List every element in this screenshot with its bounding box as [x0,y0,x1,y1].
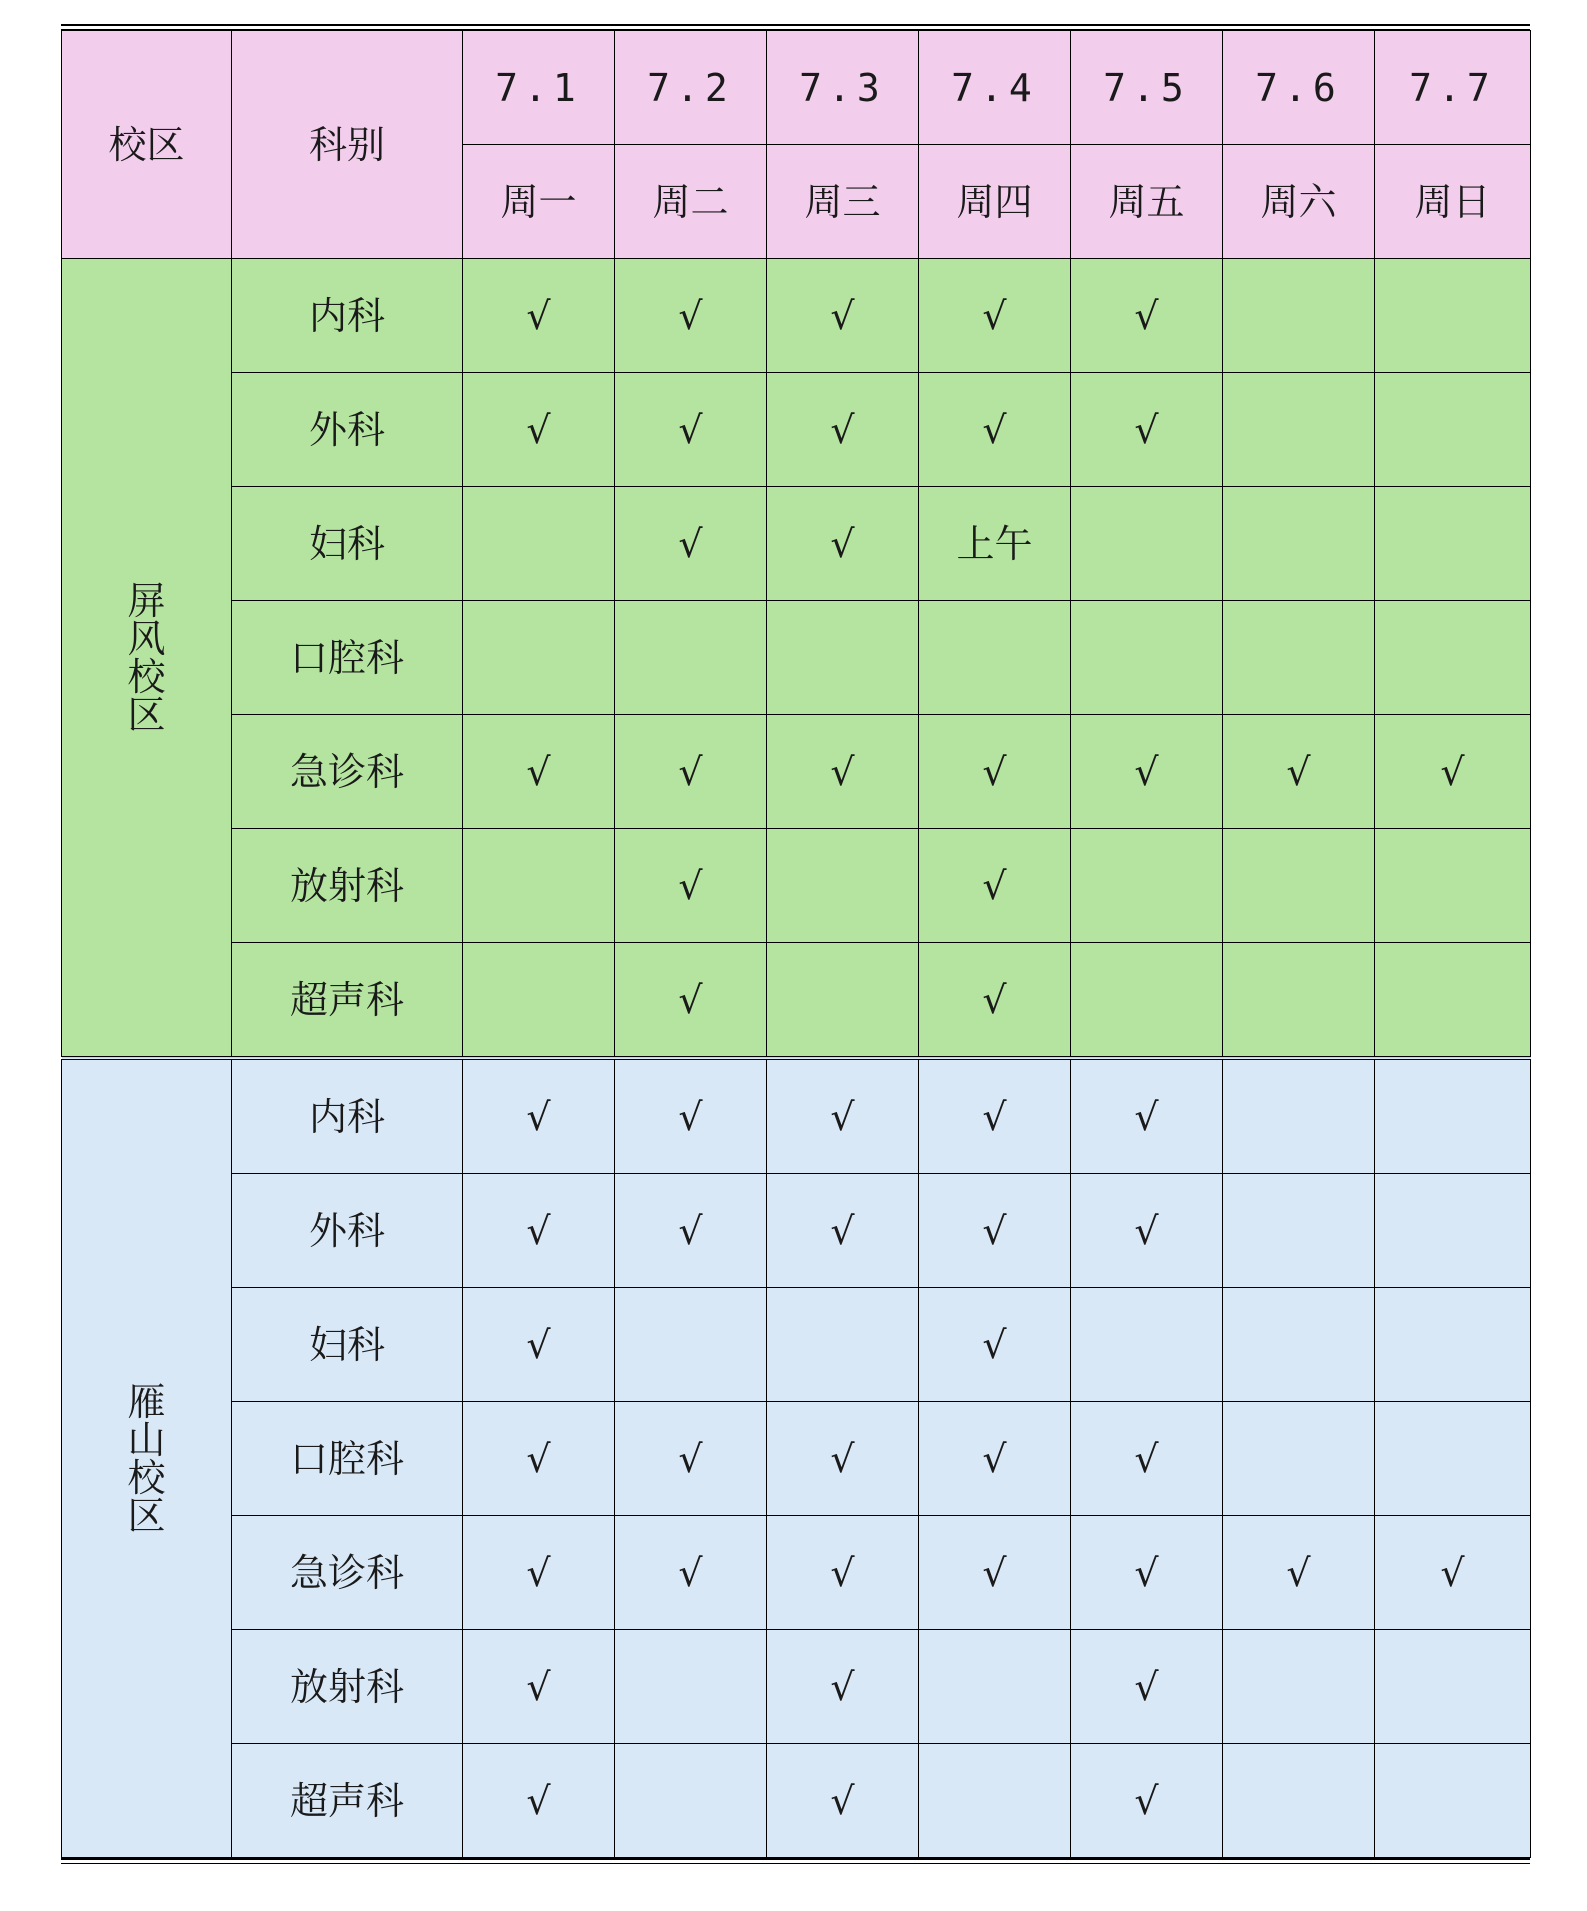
department-name: 内科 [232,1058,463,1174]
schedule-cell: √ [615,1058,767,1174]
schedule-cell: √ [463,715,615,829]
schedule-cell [1223,943,1375,1059]
schedule-cell: √ [1071,259,1223,373]
date-header: 7.2 [615,31,767,145]
schedule-cell: √ [463,1288,615,1402]
date-header: 7.6 [1223,31,1375,145]
schedule-cell: √ [463,1174,615,1288]
schedule-cell [1223,373,1375,487]
schedule-cell [767,829,919,943]
schedule-cell [1223,1174,1375,1288]
table-row [62,601,1531,715]
table-row [62,1174,1531,1288]
schedule-cell: √ [919,373,1071,487]
schedule-cell: √ [1375,1516,1531,1630]
schedule-cell: √ [1223,715,1375,829]
campus-name: 屏风校区 [127,578,166,737]
table-row [62,1402,1531,1516]
schedule-cell: √ [919,1058,1071,1174]
schedule-cell: √ [1071,715,1223,829]
schedule-cell: √ [1071,1402,1223,1516]
schedule-cell [1223,601,1375,715]
schedule-cell [767,1288,919,1402]
schedule-cell: √ [615,1516,767,1630]
schedule-cell: √ [1071,1744,1223,1858]
bottom-rule-inner [61,1863,1530,1865]
table-row [62,259,1531,373]
schedule-cell: 上午 [919,487,1071,601]
schedule-cell [1223,829,1375,943]
department-name: 妇科 [232,1288,463,1402]
department-name: 口腔科 [232,1402,463,1516]
schedule-cell [1375,1402,1531,1516]
schedule-cell: √ [615,373,767,487]
schedule-cell: √ [615,1402,767,1516]
schedule-cell: √ [1071,1630,1223,1744]
schedule-cell: √ [767,1744,919,1858]
schedule-body [62,31,1531,1858]
schedule-cell: √ [767,1058,919,1174]
department-name: 超声科 [232,943,463,1059]
schedule-cell: √ [463,1058,615,1174]
schedule-cell [1071,487,1223,601]
schedule-cell: √ [615,259,767,373]
schedule-cell: √ [615,487,767,601]
schedule-cell [615,1630,767,1744]
schedule-cell: √ [615,829,767,943]
schedule-cell [615,1288,767,1402]
department-name: 外科 [232,1174,463,1288]
date-header: 7.5 [1071,31,1223,145]
schedule-cell [463,487,615,601]
schedule-cell: √ [919,715,1071,829]
weekday-header: 周二 [615,145,767,259]
table-row [62,1288,1531,1402]
schedule-cell: √ [767,1174,919,1288]
schedule-cell [919,1630,1071,1744]
schedule-cell [1223,1058,1375,1174]
weekday-header: 周日 [1375,145,1531,259]
department-name: 内科 [232,259,463,373]
schedule-cell: √ [919,1402,1071,1516]
table-row [62,829,1531,943]
table-row [62,1516,1531,1630]
schedule-cell: √ [463,1744,615,1858]
schedule-cell: √ [767,1402,919,1516]
schedule-cell: √ [463,1516,615,1630]
schedule-cell: √ [767,1630,919,1744]
schedule-cell [1223,1744,1375,1858]
department-name: 超声科 [232,1744,463,1858]
date-header: 7.3 [767,31,919,145]
schedule-cell: √ [919,259,1071,373]
schedule-cell [463,943,615,1059]
schedule-cell: √ [615,715,767,829]
header-row-dates [62,31,1531,145]
campus-name: 雁山校区 [127,1379,166,1538]
schedule-cell [1375,487,1531,601]
weekday-header: 周一 [463,145,615,259]
table-row [62,715,1531,829]
table-row [62,943,1531,1059]
schedule-cell: √ [463,373,615,487]
schedule-cell: √ [463,1402,615,1516]
top-rule [61,24,1530,26]
schedule-cell: √ [767,373,919,487]
campus-header: 校区 [62,31,232,259]
date-header: 7.1 [463,31,615,145]
table-row [62,1744,1531,1858]
weekday-header: 周四 [919,145,1071,259]
schedule-cell: √ [919,829,1071,943]
schedule-cell: √ [767,1516,919,1630]
schedule-cell [615,1744,767,1858]
schedule-cell: √ [1071,1058,1223,1174]
schedule-cell [1223,1630,1375,1744]
schedule-cell [1375,829,1531,943]
schedule-cell: √ [463,259,615,373]
schedule-cell [1223,259,1375,373]
schedule-cell: √ [919,1516,1071,1630]
schedule-cell: √ [1071,1174,1223,1288]
schedule-cell: √ [615,1174,767,1288]
schedule-table [61,30,1531,1858]
schedule-cell [1375,1630,1531,1744]
department-name: 妇科 [232,487,463,601]
schedule-cell [1375,1744,1531,1858]
schedule-cell [1071,829,1223,943]
schedule-cell [1375,259,1531,373]
table-row [62,1630,1531,1744]
table-row [62,373,1531,487]
schedule-cell [615,601,767,715]
schedule-cell: √ [919,943,1071,1059]
weekday-header: 周三 [767,145,919,259]
schedule-cell [1223,1402,1375,1516]
department-name: 急诊科 [232,1516,463,1630]
campus-name-cell [62,1058,232,1858]
schedule-frame [61,24,1530,1864]
schedule-cell: √ [919,1288,1071,1402]
schedule-cell [1375,1288,1531,1402]
table-row [62,1058,1531,1174]
schedule-cell [463,601,615,715]
schedule-cell [1071,943,1223,1059]
schedule-cell: √ [615,943,767,1059]
bottom-rule [61,1858,1530,1860]
schedule-cell: √ [767,487,919,601]
schedule-cell [1223,1288,1375,1402]
weekday-header: 周五 [1071,145,1223,259]
date-header: 7.4 [919,31,1071,145]
schedule-cell [919,601,1071,715]
schedule-cell [767,601,919,715]
schedule-cell: √ [1223,1516,1375,1630]
weekday-header: 周六 [1223,145,1375,259]
schedule-cell: √ [1375,715,1531,829]
schedule-cell [1375,373,1531,487]
department-name: 外科 [232,373,463,487]
schedule-cell: √ [767,715,919,829]
schedule-cell [1375,1058,1531,1174]
schedule-cell: √ [1071,1516,1223,1630]
department-name: 放射科 [232,829,463,943]
campus-name-cell [62,259,232,1059]
schedule-cell: √ [1071,373,1223,487]
table-row [62,487,1531,601]
schedule-cell [1223,487,1375,601]
date-header: 7.7 [1375,31,1531,145]
department-name: 口腔科 [232,601,463,715]
department-name: 急诊科 [232,715,463,829]
schedule-cell [1071,1288,1223,1402]
schedule-cell [463,829,615,943]
schedule-cell: √ [919,1174,1071,1288]
schedule-cell [919,1744,1071,1858]
schedule-cell [1375,943,1531,1059]
schedule-cell [1375,1174,1531,1288]
schedule-cell [767,943,919,1059]
department-header: 科别 [232,31,463,259]
schedule-cell [1071,601,1223,715]
department-name: 放射科 [232,1630,463,1744]
schedule-cell [1375,601,1531,715]
schedule-cell: √ [767,259,919,373]
schedule-cell: √ [463,1630,615,1744]
